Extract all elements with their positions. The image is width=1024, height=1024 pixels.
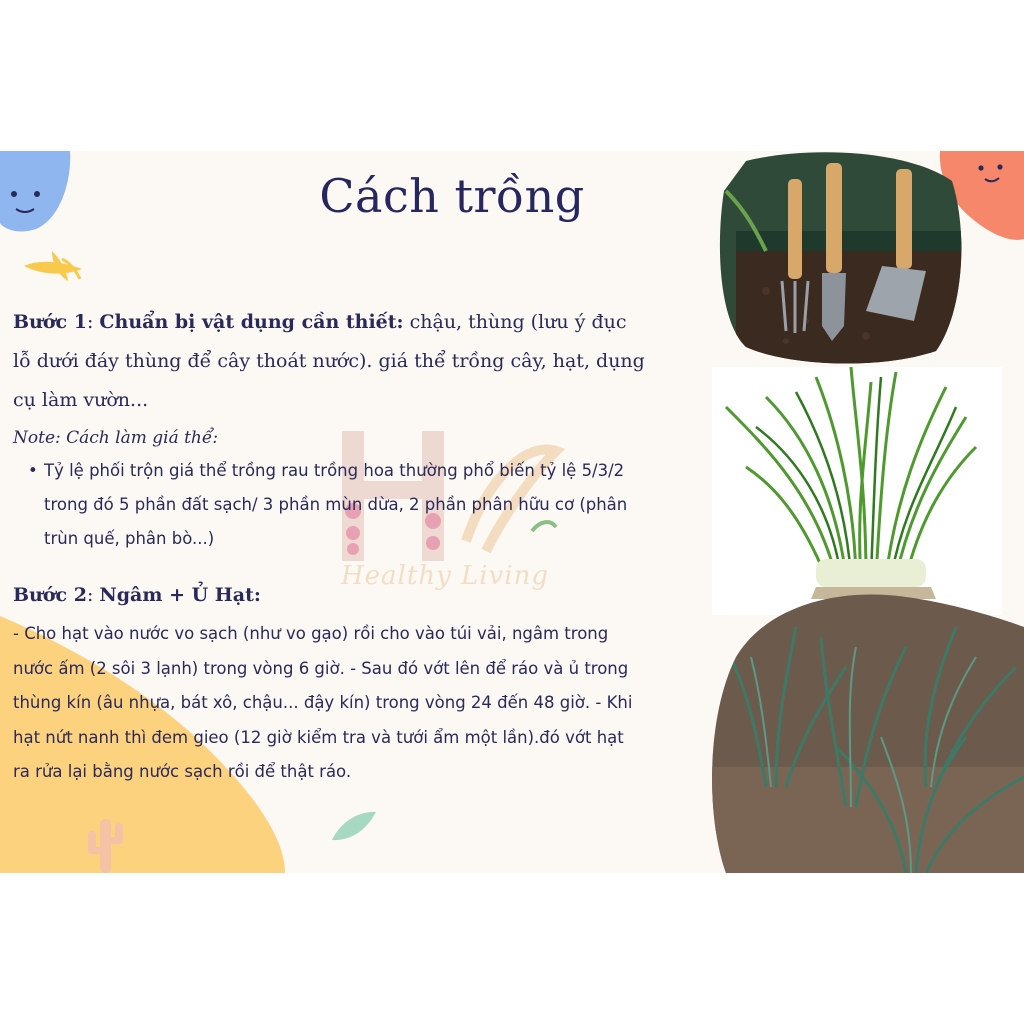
green-onion-bunch-photo bbox=[706, 337, 1006, 617]
green-leaf-icon bbox=[332, 812, 376, 840]
step2-heading: Ngâm + Ủ Hạt: bbox=[99, 584, 261, 606]
step2-body bbox=[13, 617, 713, 790]
step2-line-3: thùng kín (âu nhựa, bát xô, chậu... đậy kín) trong vòng 24 đến 48 giờ. - Khi bbox=[13, 693, 633, 712]
yellow-leaf-icon bbox=[24, 251, 82, 281]
bullet-line-1: Tỷ lệ phối trộn giá thể trồng rau trồng hoa thường phổ biến tỷ lệ 5/3/2 bbox=[44, 461, 625, 480]
green-onion-field-photo bbox=[706, 587, 1024, 873]
step1-line2: lỗ dưới đáy thùng để cây thoát nước). giá thể trồng cây, hạt, dụng bbox=[13, 350, 645, 372]
note-heading: Note: Cách làm giá thể: bbox=[13, 428, 219, 448]
bullet-line-2: trong đó 5 phần đất sạch/ 3 phần mùn dừa, 2 phần phân hữu cơ (phân bbox=[44, 495, 628, 514]
step2-line-4: hạt nứt nanh thì đem gieo (12 giờ kiểm tra và tưới ẩm một lần).đó vớt hạt bbox=[13, 727, 624, 747]
step2-line-2: nước ấm (2 sôi 3 lạnh) trong vòng 6 giờ. - Sau đó vớt lên để ráo và ủ trong bbox=[13, 658, 629, 678]
slide bbox=[0, 151, 1024, 873]
note-bullet bbox=[28, 454, 718, 556]
step1-label: Bước 1 bbox=[13, 311, 87, 333]
step2-line-1: - Cho hạt vào nước vo sạch (như vo gạo) rồi cho vào túi vải, ngâm trong bbox=[13, 624, 609, 643]
step1-line1-rest: chậu, thùng (lưu ý đục bbox=[403, 311, 627, 333]
step2-separator: : bbox=[86, 584, 100, 606]
step1-separator: : bbox=[86, 311, 100, 333]
garden-tools-photo bbox=[716, 151, 964, 366]
page-title: Cách trồng bbox=[319, 169, 585, 223]
step2-line-5: ra rửa lại bằng nước sạch rồi để thật ráo. bbox=[13, 762, 352, 781]
step1-line3: cụ làm vườn... bbox=[13, 389, 149, 411]
step1-line1 bbox=[13, 303, 713, 342]
step2-label: Bước 2 bbox=[13, 584, 87, 606]
step1-block bbox=[13, 303, 713, 420]
step2-heading-line bbox=[13, 576, 261, 615]
bullet-dot: • bbox=[28, 461, 38, 480]
bullet-line-3: trùn quế, phân bò...) bbox=[44, 529, 215, 548]
step1-heading: Chuẩn bị vật dụng cần thiết: bbox=[99, 311, 404, 333]
watermark-tagline: Healthy Living bbox=[341, 561, 549, 591]
